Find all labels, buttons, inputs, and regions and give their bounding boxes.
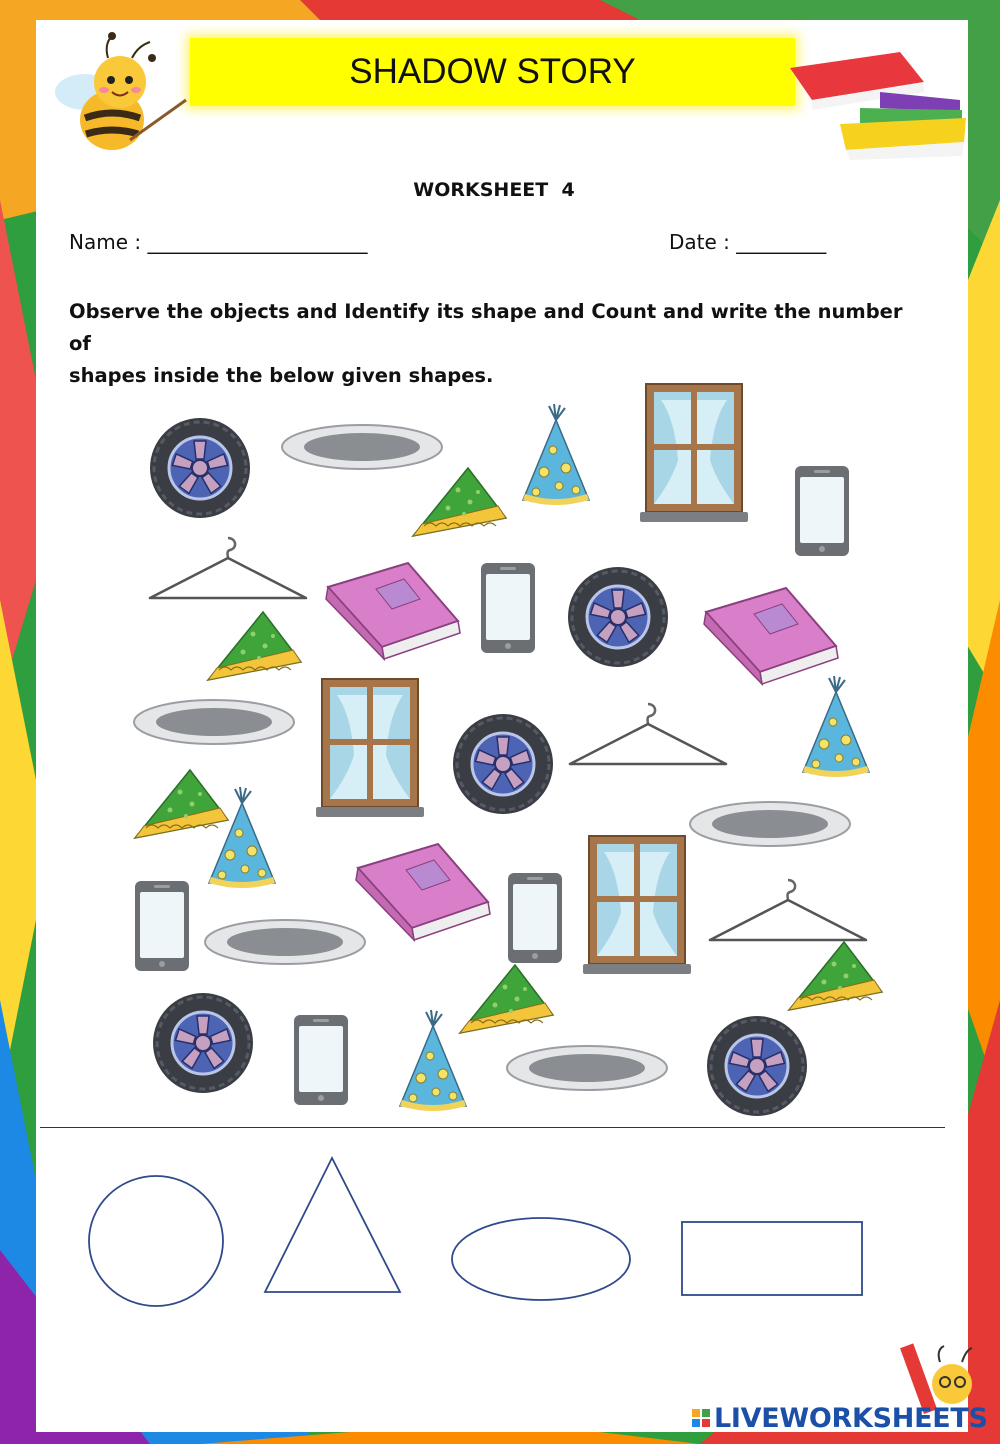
plate-icon [282,425,442,469]
mobile-phone-icon [508,873,562,963]
answer-triangle[interactable] [265,1158,400,1292]
pizza-slice-icon [135,770,228,838]
footer-logo[interactable] [692,1400,988,1436]
name-field[interactable]: Name : ______________________ [69,230,368,254]
date-field[interactable]: Date : _________ [669,230,827,254]
window-icon [640,384,748,522]
clothes-hanger-icon [570,704,726,764]
page-title: SHADOW STORY [349,52,636,91]
pizza-slice-icon [460,965,553,1033]
clothes-hanger-icon [710,880,866,940]
answer-rectangle[interactable] [682,1222,862,1295]
bee-mascot-icon [55,32,186,150]
brand-name: LIVEWORKSHEETS [714,1402,988,1434]
pizza-slice-icon [789,942,882,1010]
window-icon [316,679,424,817]
plate-icon [507,1046,667,1090]
mobile-phone-icon [135,881,189,971]
party-hat-icon [209,787,275,888]
clothes-hanger-icon [150,538,306,598]
tyre-icon [707,1016,807,1116]
book-icon [356,844,490,940]
tyre-icon [153,993,253,1093]
party-hat-icon [803,676,869,777]
party-hat-icon [523,404,589,505]
plate-icon [134,700,294,744]
mobile-phone-icon [795,466,849,556]
plate-icon [690,802,850,846]
pizza-slice-icon [413,468,506,536]
books-stack-icon [790,52,966,160]
book-icon [326,563,460,659]
mobile-phone-icon [481,563,535,653]
logo-squares-icon [692,1409,710,1427]
mobile-phone-icon [294,1015,348,1105]
tyre-icon [150,418,250,518]
instructions-line-2: shapes inside the below given shapes. [69,364,494,387]
plate-icon [205,920,365,964]
window-icon [583,836,691,974]
answer-oval[interactable] [452,1218,630,1300]
worksheet-number: WORKSHEET 4 [413,179,575,201]
pizza-slice-icon [208,612,301,680]
book-icon [704,588,838,684]
section-divider [40,1127,945,1128]
instructions-line-1: Observe the objects and Identify its shape and Count and write the number of [69,300,903,355]
tyre-icon [453,714,553,814]
party-hat-icon [400,1010,466,1111]
answer-circle[interactable] [89,1176,223,1306]
tyre-icon [568,567,668,667]
